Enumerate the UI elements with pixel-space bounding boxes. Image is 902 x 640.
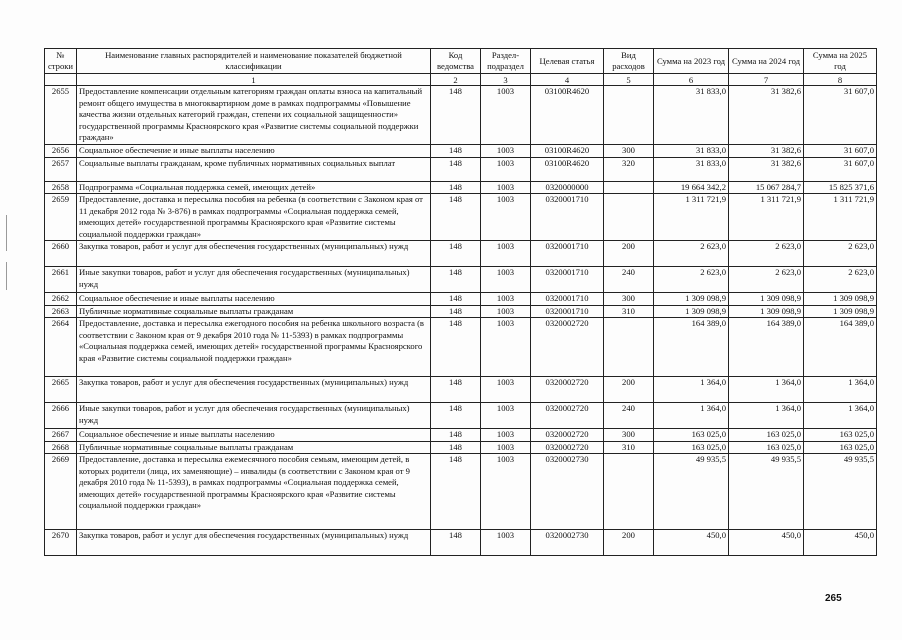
section-code: 1003: [481, 241, 531, 267]
sum-2023: 2 623,0: [654, 267, 729, 293]
row-number: 2660: [45, 241, 77, 267]
section-code: 1003: [481, 403, 531, 429]
sum-2023: 164 389,0: [654, 318, 729, 377]
sum-2024: 163 025,0: [729, 429, 804, 442]
table-row: [45, 145, 877, 158]
page-number: 265: [825, 593, 842, 604]
target-article: 0320002720: [531, 377, 604, 403]
expense-kind: 240: [604, 267, 654, 293]
department-code: 148: [431, 318, 481, 377]
row-name: Закупка товаров, работ и услуг для обеспечения государственных (муниципальных) нужд: [77, 530, 431, 556]
row-name: Социальное обеспечение и иные выплаты населению: [77, 145, 431, 158]
sum-2024: 450,0: [729, 530, 804, 556]
expense-kind: 240: [604, 403, 654, 429]
col-header-row-number: № строки: [45, 49, 77, 74]
department-code: 148: [431, 403, 481, 429]
expense-kind: [604, 318, 654, 377]
table-row: [45, 181, 877, 194]
section-code: 1003: [481, 157, 531, 181]
target-article: 03100R4620: [531, 157, 604, 181]
row-name: Предоставление компенсации отдельным категориям граждан оплаты взноса на капитальный ремонт общего имущества в многоквартирном доме в рамках подпрограммы «Повышение качества жизни отдельных категорий граждан, степени их социальной защищенности» государственной программы Красноярского края «Развитие системы социальной поддержки граждан»: [77, 86, 431, 145]
sum-2024: 1 309 098,9: [729, 305, 804, 318]
sum-2024: 31 382,6: [729, 86, 804, 145]
target-article: 0320001710: [531, 194, 604, 241]
col-header-sum-2024: Сумма на 2024 год: [729, 49, 804, 74]
row-number: 2666: [45, 403, 77, 429]
department-code: 148: [431, 86, 481, 145]
sum-2024: 1 364,0: [729, 403, 804, 429]
row-number: 2655: [45, 86, 77, 145]
row-number: 2658: [45, 181, 77, 194]
section-code: 1003: [481, 530, 531, 556]
section-code: 1003: [481, 293, 531, 306]
table-row: [45, 241, 877, 267]
row-name: Социальное обеспечение и иные выплаты населению: [77, 293, 431, 306]
sum-2023: 2 623,0: [654, 241, 729, 267]
department-code: 148: [431, 293, 481, 306]
target-article: 0320001710: [531, 267, 604, 293]
table-row: [45, 305, 877, 318]
expense-kind: [604, 454, 654, 530]
row-name: Предоставление, доставка и пересылка пособия на ребенка (в соответствии с Законом края от 11 декабря 2012 года № 3-876) в рамках подпрограммы «Социальная поддержка семей, имеющих детей» государственной программы Красноярского края «Развитие системы социальной поддержки граждан»: [77, 194, 431, 241]
column-number: 8: [804, 74, 877, 86]
target-article: 03100R4620: [531, 86, 604, 145]
target-article: 0320002720: [531, 441, 604, 454]
table-row: [45, 157, 877, 181]
sum-2024: 2 623,0: [729, 241, 804, 267]
section-code: 1003: [481, 86, 531, 145]
sum-2023: 1 309 098,9: [654, 293, 729, 306]
sum-2025: 1 364,0: [804, 377, 877, 403]
department-code: 148: [431, 429, 481, 442]
sum-2023: 1 364,0: [654, 403, 729, 429]
table-row: [45, 441, 877, 454]
table-row: [45, 267, 877, 293]
sum-2024: 31 382,6: [729, 157, 804, 181]
column-number-row: [45, 74, 877, 86]
table-row: [45, 377, 877, 403]
sum-2024: 2 623,0: [729, 267, 804, 293]
sum-2023: 1 311 721,9: [654, 194, 729, 241]
sum-2024: 49 935,5: [729, 454, 804, 530]
department-code: 148: [431, 181, 481, 194]
section-code: 1003: [481, 454, 531, 530]
sum-2024: 15 067 284,7: [729, 181, 804, 194]
col-header-sum-2025: Сумма на 2025 год: [804, 49, 877, 74]
expense-kind: 300: [604, 429, 654, 442]
sum-2025: 164 389,0: [804, 318, 877, 377]
column-number: 3: [481, 74, 531, 86]
target-article: 0320001710: [531, 241, 604, 267]
target-article: 0320001710: [531, 305, 604, 318]
row-number: 2667: [45, 429, 77, 442]
target-article: 0320000000: [531, 181, 604, 194]
row-number: 2670: [45, 530, 77, 556]
sum-2025: 2 623,0: [804, 241, 877, 267]
sum-2025: 163 025,0: [804, 441, 877, 454]
section-code: 1003: [481, 441, 531, 454]
section-code: 1003: [481, 181, 531, 194]
row-name: Публичные нормативные социальные выплаты гражданам: [77, 305, 431, 318]
scan-margin-mark: [6, 262, 7, 290]
sum-2025: 31 607,0: [804, 86, 877, 145]
column-number: 2: [431, 74, 481, 86]
row-number: 2662: [45, 293, 77, 306]
sum-2025: 450,0: [804, 530, 877, 556]
sum-2023: 31 833,0: [654, 157, 729, 181]
sum-2024: 164 389,0: [729, 318, 804, 377]
row-name: Подпрограмма «Социальная поддержка семей, имеющих детей»: [77, 181, 431, 194]
sum-2025: 1 364,0: [804, 403, 877, 429]
sum-2025: 2 623,0: [804, 267, 877, 293]
sum-2024: 1 311 721,9: [729, 194, 804, 241]
row-name: Закупка товаров, работ и услуг для обеспечения государственных (муниципальных) нужд: [77, 241, 431, 267]
target-article: 0320002730: [531, 530, 604, 556]
expense-kind: 200: [604, 241, 654, 267]
sum-2025: 1 309 098,9: [804, 293, 877, 306]
row-number: 2668: [45, 441, 77, 454]
sum-2023: 19 664 342,2: [654, 181, 729, 194]
column-number: 6: [654, 74, 729, 86]
sum-2025: 31 607,0: [804, 157, 877, 181]
section-code: 1003: [481, 429, 531, 442]
col-header-section: Раздел-подраздел: [481, 49, 531, 74]
section-code: 1003: [481, 267, 531, 293]
sum-2023: 31 833,0: [654, 86, 729, 145]
department-code: 148: [431, 454, 481, 530]
sum-2025: 15 825 371,6: [804, 181, 877, 194]
row-name: Закупка товаров, работ и услуг для обеспечения государственных (муниципальных) нужд: [77, 377, 431, 403]
department-code: 148: [431, 194, 481, 241]
table-row: [45, 318, 877, 377]
row-number: 2661: [45, 267, 77, 293]
scan-margin-mark: [6, 215, 7, 251]
row-name: Иные закупки товаров, работ и услуг для обеспечения государственных (муниципальных) нужд: [77, 267, 431, 293]
table-row: [45, 429, 877, 442]
sum-2023: 1 364,0: [654, 377, 729, 403]
sum-2023: 450,0: [654, 530, 729, 556]
expense-kind: 310: [604, 305, 654, 318]
column-number: 5: [604, 74, 654, 86]
col-header-expense-kind: Вид расходов: [604, 49, 654, 74]
row-name: Предоставление, доставка и пересылка ежемесячного пособия семьям, имеющим детей, в которых родители (лица, их заменяющие) – инвалиды (в соответствии с Законом края от 9 декабря 2010 года № 11-5393), в рамках подпрограммы «Социальная поддержка семей, имеющих детей» государственной программы Красноярского края «Развитие системы социальной поддержки граждан»: [77, 454, 431, 530]
table-header-row: [45, 49, 877, 74]
target-article: 0320002720: [531, 429, 604, 442]
sum-2023: 49 935,5: [654, 454, 729, 530]
sum-2023: 1 309 098,9: [654, 305, 729, 318]
target-article: 0320002720: [531, 318, 604, 377]
target-article: 0320001710: [531, 293, 604, 306]
row-number: 2656: [45, 145, 77, 158]
row-name: Социальное обеспечение и иные выплаты населению: [77, 429, 431, 442]
section-code: 1003: [481, 318, 531, 377]
sum-2023: 163 025,0: [654, 429, 729, 442]
sum-2024: 31 382,6: [729, 145, 804, 158]
table-row: [45, 454, 877, 530]
table-row: [45, 530, 877, 556]
sum-2025: 31 607,0: [804, 145, 877, 158]
column-number: 1: [77, 74, 431, 86]
department-code: 148: [431, 157, 481, 181]
section-code: 1003: [481, 194, 531, 241]
row-number: 2669: [45, 454, 77, 530]
table-row: [45, 194, 877, 241]
expense-kind: [604, 181, 654, 194]
expense-kind: 310: [604, 441, 654, 454]
row-number: 2657: [45, 157, 77, 181]
target-article: 0320002730: [531, 454, 604, 530]
target-article: 03100R4620: [531, 145, 604, 158]
section-code: 1003: [481, 377, 531, 403]
section-code: 1003: [481, 145, 531, 158]
department-code: 148: [431, 145, 481, 158]
sum-2024: 1 309 098,9: [729, 293, 804, 306]
expense-kind: 300: [604, 293, 654, 306]
row-number: 2663: [45, 305, 77, 318]
table-row: [45, 293, 877, 306]
row-name: Публичные нормативные социальные выплаты гражданам: [77, 441, 431, 454]
department-code: 148: [431, 241, 481, 267]
column-number: 4: [531, 74, 604, 86]
expense-kind: [604, 194, 654, 241]
expense-kind: 200: [604, 377, 654, 403]
department-code: 148: [431, 441, 481, 454]
expense-kind: 200: [604, 530, 654, 556]
sum-2024: 163 025,0: [729, 441, 804, 454]
sum-2024: 1 364,0: [729, 377, 804, 403]
column-number: 7: [729, 74, 804, 86]
col-header-sum-2023: Сумма на 2023 год: [654, 49, 729, 74]
row-name: Предоставление, доставка и пересылка ежегодного пособия на ребенка школьного возраста (в соответствии с Законом края от 9 декабря 2010 года № 11-5393) в рамках подпрограммы «Социальная поддержка семей, имеющих детей» государственной программы Красноярского края «Развитие системы социальной поддержки граждан»: [77, 318, 431, 377]
table-row: [45, 403, 877, 429]
row-number: 2665: [45, 377, 77, 403]
sum-2025: 163 025,0: [804, 429, 877, 442]
department-code: 148: [431, 377, 481, 403]
sum-2025: 49 935,5: [804, 454, 877, 530]
sum-2025: 1 309 098,9: [804, 305, 877, 318]
expense-kind: [604, 86, 654, 145]
col-header-name: Наименование главных распорядителей и наименование показателей бюджетной классификации: [77, 49, 431, 74]
department-code: 148: [431, 530, 481, 556]
col-header-department-code: Код ведомства: [431, 49, 481, 74]
row-name: Иные закупки товаров, работ и услуг для обеспечения государственных (муниципальных) нужд: [77, 403, 431, 429]
col-header-target-article: Целевая статья: [531, 49, 604, 74]
department-code: 148: [431, 267, 481, 293]
column-number: [45, 74, 77, 86]
row-number: 2664: [45, 318, 77, 377]
sum-2023: 31 833,0: [654, 145, 729, 158]
expense-kind: 300: [604, 145, 654, 158]
sum-2023: 163 025,0: [654, 441, 729, 454]
table-row: [45, 86, 877, 145]
section-code: 1003: [481, 305, 531, 318]
department-code: 148: [431, 305, 481, 318]
row-name: Социальные выплаты гражданам, кроме публичных нормативных социальных выплат: [77, 157, 431, 181]
budget-table: [44, 48, 877, 556]
row-number: 2659: [45, 194, 77, 241]
sum-2025: 1 311 721,9: [804, 194, 877, 241]
target-article: 0320002720: [531, 403, 604, 429]
expense-kind: 320: [604, 157, 654, 181]
